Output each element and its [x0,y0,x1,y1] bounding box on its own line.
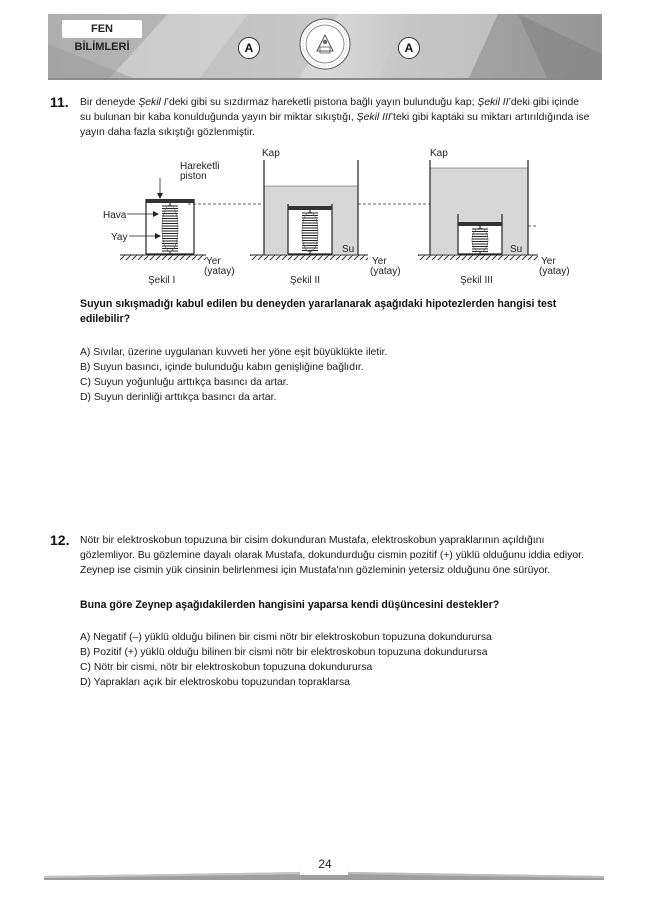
question-11-options [80,345,387,405]
ground-hatch-3 [418,255,538,260]
booklet-type-left: A [238,37,260,59]
label-water-2: Su [342,244,355,255]
label-ground-1: Yer [206,256,221,267]
label-ground-3: Yer [541,256,556,267]
booklet-type-right: A [398,37,420,59]
question-11-figure [100,142,580,292]
question-11-number: 11. [50,94,69,110]
figure-2-caption: Şekil II [290,275,321,286]
label-air: Hava [103,210,127,221]
question-11-option-c[interactable]: C) Suyun yoğunluğu arttıkça basıncı da artar. [80,377,289,388]
question-12-option-b[interactable]: B) Pozitif (+) yüklü olduğu bilinen bir cismi nötr bir elektroskobun topuzuna dokundurursa [80,647,488,658]
label-moving-piston-1: Hareketli [180,161,220,172]
subject-label: FEN BİLİMLERİ [62,20,142,38]
piston-1 [146,199,194,203]
question-11-option-a[interactable]: A) Sıvılar, üzerine uygulanan kuvveti her yöne eşit büyüklükte iletir. [80,347,388,358]
label-spring: Yay [111,232,128,243]
figure-3 [430,148,528,255]
question-12-option-c[interactable]: C) Nötr bir cismi, nötr bir elektroskobun topuzuna dokundurursa [80,662,373,673]
figure-1 [146,199,194,254]
label-container-2: Kap [262,148,280,159]
label-moving-piston-2: piston [180,171,207,182]
piston-2 [288,206,332,210]
question-11-option-b[interactable]: B) Suyun basıncı, içinde bulunduğu kabın genişliğine bağlıdır. [80,362,364,373]
question-12-number: 12. [50,532,70,548]
question-12-option-a[interactable]: A) Negatif (–) yüklü olduğu bilinen bir cismi nötr bir elektroskobun topuzuna dokundurursa [80,632,492,643]
piston-3 [458,222,502,226]
question-11-text: Bir deneyde Şekil I’deki gibi su sızdırmaz hareketli pistona bağlı yayın bulunduğu kap; Şekil II’deki gibi içinde su bulunan bir kaba konulduğunda yayın bir miktar sıkıştığı, Şekil III’teki gibi kaptaki su miktarı artırıldığında ise yayın daha fazla sıkıştığı gözlenmiştir. [80,97,590,138]
label-ground-2: Yer [372,256,387,267]
figure-2 [262,148,358,255]
spring-1 [162,203,178,254]
question-12-stem: Buna göre Zeynep aşağıdakilerden hangisini yaparsa kendi düşüncesini destekler? [80,599,500,611]
ground-hatch-1 [120,255,206,260]
label-container-3: Kap [430,148,448,159]
label-water-3: Su [510,244,523,255]
label-horizontal-1: (yatay) [204,266,235,277]
figure-3-caption: Şekil III [460,275,493,286]
label-horizontal-2: (yatay) [370,266,401,277]
question-12-text: Nötr bir elektroskobun topuzuna bir cisim dokunduran Mustafa, elektroskobun yapraklarının açıldığını gözlemliyor. Bu gözlemine dayalı olarak Mustafa, dokundurduğu cismin pozitif (+) yüklü olduğunu iddia ediyor. Zeynep ise cismin yük cinsinin belirlenmesi için Mustafa’nın gözleminin yetersiz olduğunu öne sürüyor. [80,535,584,576]
label-horizontal-3: (yatay) [539,266,570,277]
question-11-option-d[interactable]: D) Suyun derinliği arttıkça basıncı da artar. [80,392,277,403]
page-number: 24 [318,857,332,871]
question-11-stem: Suyun sıkışmadığı kabul edilen bu deneyden yararlanarak aşağıdaki hipotezlerden hangisi test edilebilir? [80,298,557,325]
ministry-seal-icon [299,18,351,70]
ground-hatch-2 [250,255,368,260]
question-12-options [80,630,492,690]
figure-1-caption: Şekil I [148,275,176,286]
question-12-option-d[interactable]: D) Yaprakları açık bir elektroskobu topuzundan topraklarsa [80,677,350,688]
